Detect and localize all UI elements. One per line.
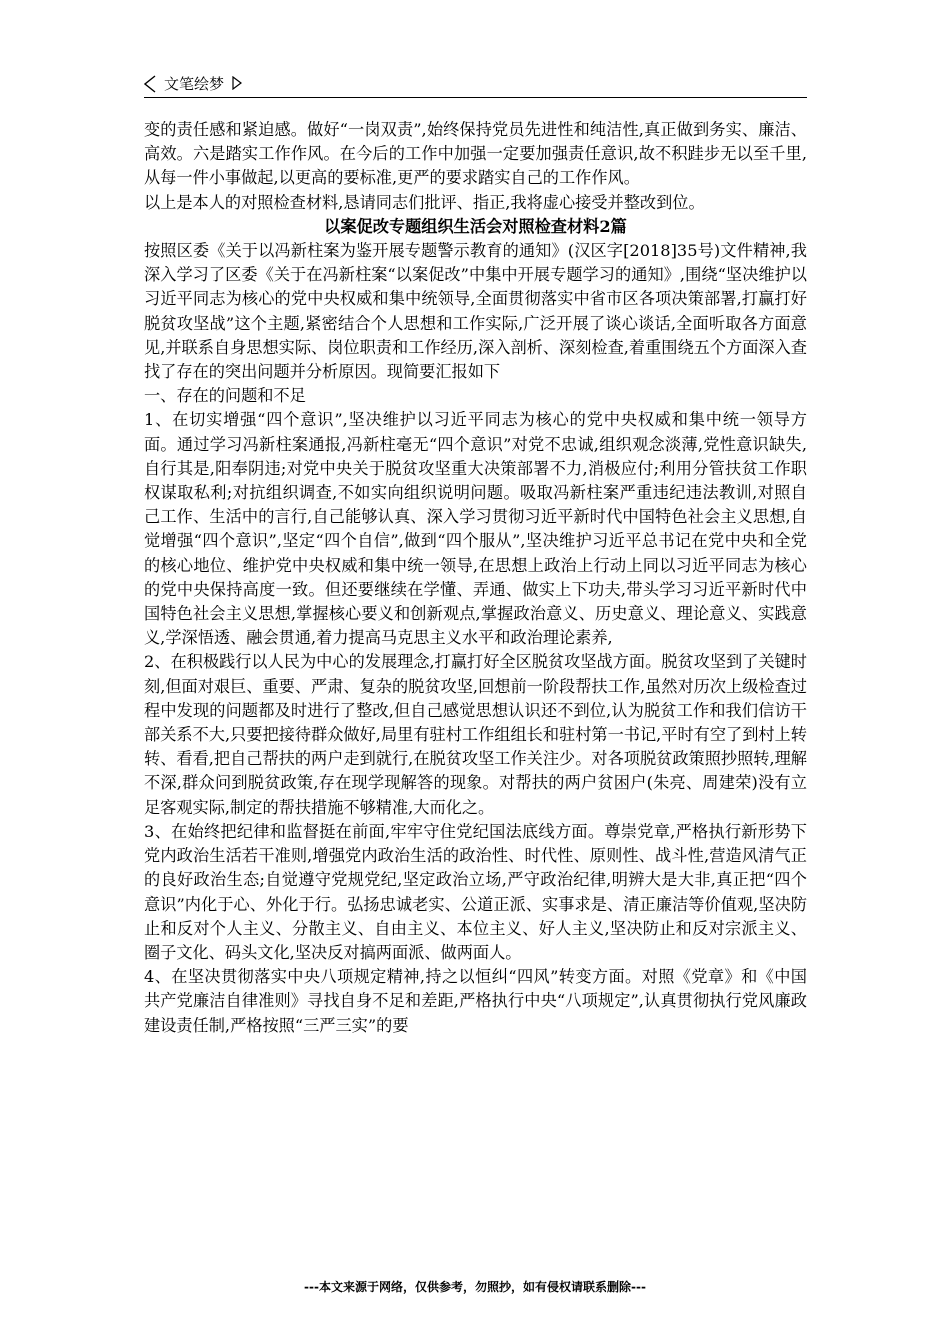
page-header [144, 72, 807, 96]
paragraph: 以上是本人的对照检查材料,恳请同志们批评、指正,我将虚心接受并整改到位。 [144, 192, 705, 212]
paragraph: 4、在坚决贯彻落实中央八项规定精神,持之以恒纠“四风”转变方面。对照《党章》和《中国共产党廉洁自律准则》寻找自身不足和差距,严格执行中央“八项规定”,认真贯彻执行党风廉政建设责任制,严格按照“三严三实”的要 [144, 967, 807, 1035]
document-body [144, 118, 807, 1038]
section-title: 以案促改专题组织生活会对照检查材料2篇 [324, 216, 627, 236]
paragraph: 变的责任感和紧迫感。做好“一岗双责”,始终保持党员先进性和纯洁性,真正做到务实、廉洁、高效。六是踏实工作作风。在今后的工作中加强一定要加强责任意识,故不积跬步无以至千里,从每一件小事做起,以更高的要标准,更严的要求踏实自己的工作作风。 [144, 120, 807, 188]
paragraph: 按照区委《关于以冯新柱案为鉴开展专题警示教育的通知》(汉区字[2018]35号)文件精神,我深入学习了区委《关于在冯新柱案“以案促改”中集中开展专题学习的通知》,围绕“坚决维护以习近平同志为核心的党中央权威和集中统领导,全面贯彻落实中省市区各项决策部署,打赢打好脱贫攻坚战”这个主题,紧密结合个人思想和工作实际,广泛开展了谈心谈话,全面听取各方面意见,并联系自身思想实际、岗位职责和工作经历,深入剖析、深刻检查,着重围绕五个方面深入查找了存在的突出问题并分析原因。现简要汇报如下 [144, 241, 807, 382]
footer-notice: ---本文来源于网络，仅供参考，勿照抄，如有侵权请联系删除--- [304, 1280, 646, 1294]
triangle-right-icon [232, 76, 242, 90]
section-heading: 一、存在的问题和不足 [144, 386, 306, 406]
paragraph: 2、在积极践行以人民为中心的发展理念,打赢打好全区脱贫攻坚战方面。脱贫攻坚到了关键时刻,但面对艰巨、重要、严肃、复杂的脱贫攻坚,回想前一阶段帮扶工作,虽然对历次上级检查过程中发现的问题都及时进行了整改,但自己感觉思想认识还不到位,认为脱贫工作和我们信访干部关系不大,只要把接待群众做好,局里有驻村工作组组长和驻村第一书记,平时有空了到村上转转、看看,把自己帮扶的两户走到就行,在脱贫攻坚工作关注少。对各项脱贫政策照抄照转,理解不深,群众问到脱贫政策,存在现学现解答的现象。对帮扶的两户贫困户(朱亮、周建荣)没有立足客观实际,制定的帮扶措施不够精准,大而化之。 [144, 652, 807, 817]
paragraph: 1、在切实增强“四个意识”,坚决维护以习近平同志为核心的党中央权威和集中统一领导方面。通过学习冯新柱案通报,冯新柱毫无“四个意识”对党不忠诚,组织观念淡薄,党性意识缺失,自行其是,阳奉阴违;对党中央关于脱贫攻坚重大决策部署不力,消极应付;利用分管扶贫工作职权谋取私利;对抗组织调查,不如实向组织说明问题。吸取冯新柱案严重违纪违法教训,对照自己工作、生活中的言行,自己能够认真、深入学习贯彻习近平新时代中国特色社会主义思想,自觉增强“四个意识”,坚定“四个自信”,做到“四个服从”,坚决维护习近平总书记在党中央和全党的核心地位、维护党中央权威和集中统一领导,在思想上政治上行动上同以习近平同志为核心的党中央保持高度一致。但还要继续在学懂、弄通、做实上下功夫,带头学习习近平新时代中国特色社会主义思想,掌握核心要义和创新观点,掌握政治意义、历史意义、理论意义、实践意义,学深悟透、融会贯通,着力提高马克思主义水平和政治理论素养, [144, 410, 807, 648]
header-brand: 文笔绘梦 [164, 75, 225, 93]
triangle-left-icon [144, 75, 156, 93]
paragraph: 3、在始终把纪律和监督挺在前面,牢牢守住党纪国法底线方面。尊崇党章,严格执行新形势下党内政治生活若干准则,增强党内政治生活的政治性、时代性、原则性、战斗性,营造风清气正的良好政治生态;自觉遵守党规党纪,坚定政治立场,严守政治纪律,明辨大是大非,真正把“四个意识”内化于心、外化于行。弘扬忠诚老实、公道正派、实事求是、清正廉洁等价值观,坚决防止和反对个人主义、分散主义、自由主义、本位主义、好人主义,坚决防止和反对宗派主义、圈子文化、码头文化,坚决反对搞两面派、做两面人。 [144, 821, 807, 962]
header-rule [144, 97, 807, 98]
